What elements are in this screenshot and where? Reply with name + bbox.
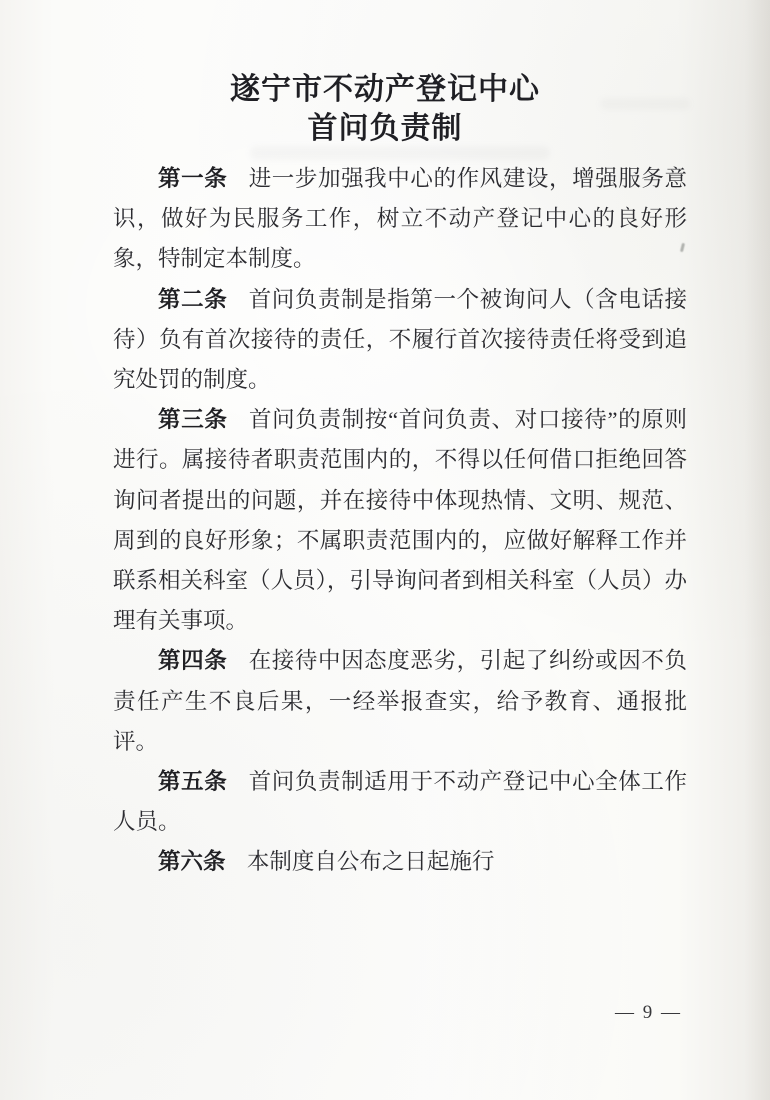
article-paragraph (113, 641, 687, 762)
article-label: 第六条 (158, 849, 226, 875)
article-label: 第二条 (158, 286, 228, 312)
document-body (113, 159, 687, 883)
document-title (0, 70, 770, 148)
article-text: 进一步加强我中心的作风建设，增强服务意识，做好为民服务工作，树立不动产登记中心的良好形象，特制定本制度。 (113, 166, 687, 272)
article-paragraph (113, 159, 687, 280)
article-text: 首问负责制是指第一个被询问人（含电话接待）负有首次接待的责任，不履行首次接待责任将受到追究处罚的制度。 (113, 286, 687, 393)
article-paragraph (113, 842, 687, 882)
article-text: 首问负责制适用于不动产登记中心全体工作人员。 (113, 769, 687, 835)
document-title-line-1: 遂宁市不动产登记中心 (230, 73, 540, 106)
article-text: 本制度自公布之日起施行 (246, 849, 495, 875)
article-paragraph (113, 400, 687, 641)
article-paragraph (113, 280, 687, 401)
document-title-line-2: 首问负责制 (307, 112, 463, 145)
article-label: 第四条 (158, 648, 228, 674)
article-paragraph (113, 762, 687, 842)
article-label: 第一条 (158, 166, 228, 191)
article-label: 第五条 (158, 769, 228, 795)
scan-edge-shadow (744, 0, 770, 1100)
article-text: 首问负责制按“首问负责、对口接待”的原则进行。属接待者职责范围内的，不得以任何借口拒绝回答询问者提出的问题，并在接待中体现热情、文明、规范、周到的良好形象；不属职责范围内的，应做好解释工作并联系相关科室（人员），引导询问者到相关科室（人员）办理有关事项。 (113, 407, 687, 634)
page-number: — 9 — (615, 1002, 682, 1023)
article-label: 第三条 (158, 407, 228, 433)
article-text: 在接待中因态度恶劣，引起了纠纷或因不负责任产生不良后果，一经举报查实，给予教育、通报批评。 (113, 648, 687, 754)
ink-bleed-ghost (250, 146, 550, 160)
